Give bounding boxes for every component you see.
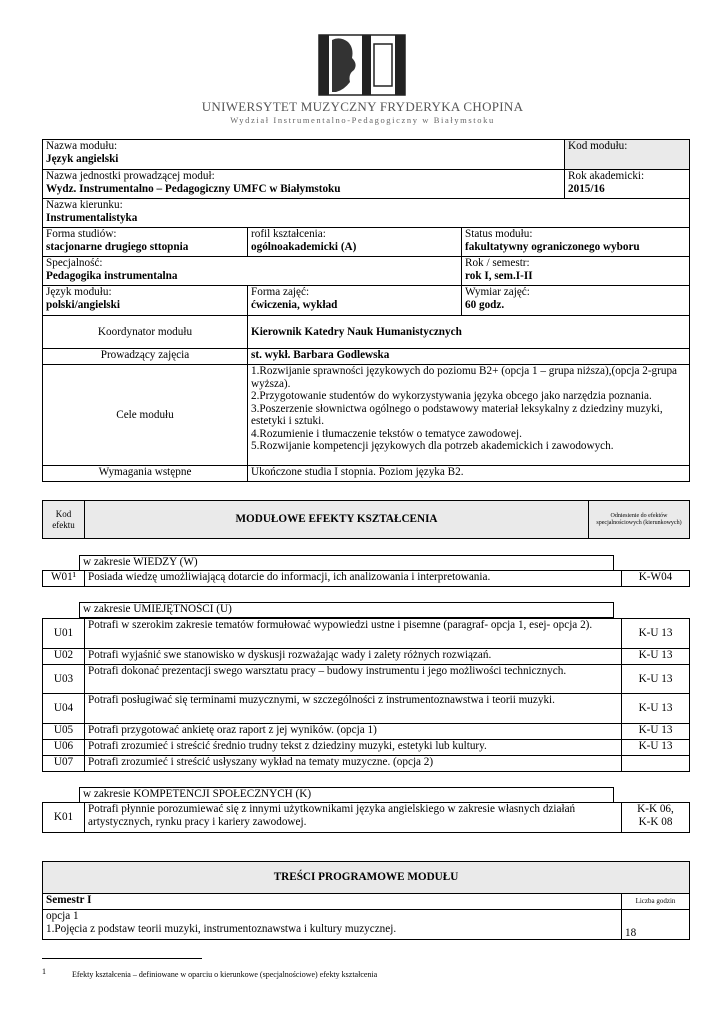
- effect-ref: K-W04: [622, 571, 690, 587]
- coordinator-label: Koordynator modułu: [43, 316, 248, 349]
- teacher: st. wykł. Barbara Godlewska: [248, 349, 690, 365]
- footnote-divider: [42, 958, 202, 959]
- effect-text: Potrafi wyjaśnić swe stanowisko w dyskusji rozważając wady i zalety różnych rozwiązań.: [85, 649, 622, 665]
- effect-ref: K-U 13: [622, 740, 690, 756]
- effect-text: Potrafi w szerokim zakresie tematów formułować wypowiedzi ustne i pisemne (paragraf- opcja 1, esej- opcja 2).: [85, 619, 622, 649]
- effect-text: Potrafi posługiwać się terminami muzycznymi, w szczególności z instrumentoznawstwa i teorii muzyki.: [85, 694, 622, 724]
- status-cell: [462, 228, 690, 257]
- goal-item: 2.Przygotowanie studentów do wykorzystywania języka obcego jako narzędzia poznania.: [251, 390, 652, 402]
- effect-code-header: Kod efektu: [43, 501, 85, 539]
- hours: 60 godz.: [465, 298, 505, 311]
- goal-item: 3.Poszerzenie słownictwa ogólnego o podstawowy materiał leksykalny z dziedziny muzyki, estetyki i sztuki.: [251, 402, 663, 427]
- table-row: [43, 724, 690, 740]
- table-row: [43, 649, 690, 665]
- effect-ref: K-K 06,: [637, 803, 674, 815]
- social-title: w zakresie KOMPETENCJI SPOŁECZNYCH (K): [80, 788, 614, 803]
- effect-ref: K-U 13: [622, 619, 690, 649]
- class-form-cell: [248, 286, 462, 316]
- effect-ref: K-U 13: [622, 694, 690, 724]
- table-row: [43, 619, 690, 649]
- goal-item: 5.Rozwijanie kompetencji językowych dla potrzeb akademickich i zawodowych.: [251, 440, 614, 452]
- effect-text: Potrafi przygotować ankietę oraz raport z jej wyników. (opcja 1): [85, 724, 622, 740]
- content-table: [42, 861, 690, 940]
- skills-table: [42, 618, 690, 772]
- table-row: [43, 694, 690, 724]
- specialty-cell: [43, 257, 462, 286]
- effect-ref-cell: [622, 803, 690, 833]
- effect-ref: K-U 13: [622, 649, 690, 665]
- effect-ref: [622, 756, 690, 772]
- effect-code: U03: [43, 665, 85, 694]
- module-code-cell: [565, 140, 690, 170]
- teacher-label: Prowadzący zajęcia: [43, 349, 248, 365]
- hours-count-label: Liczba godzin: [622, 894, 690, 910]
- status-label: Status modułu:: [465, 228, 533, 240]
- hours-cell: [462, 286, 690, 316]
- year-sem: rok I, sem.I-II: [465, 269, 533, 282]
- effect-ref: K-K 08: [638, 815, 673, 828]
- goals-label: Cele modułu: [43, 365, 248, 466]
- profile-cell: [248, 228, 462, 257]
- table-row: [43, 571, 690, 587]
- goals-cell: [248, 365, 690, 466]
- effect-code: U04: [43, 694, 85, 724]
- effect-text: Potrafi zrozumieć i streścić usłyszany wykład na tematy muzyczne. (opcja 2): [85, 756, 622, 772]
- year: 2015/16: [568, 182, 605, 195]
- status: fakultatywny ograniczonego wyboru: [465, 240, 640, 253]
- unit-cell: [43, 170, 565, 199]
- study-form-cell: [43, 228, 248, 257]
- semester-label: Semestr I: [43, 894, 622, 910]
- profile-label: rofil kształcenia:: [251, 228, 326, 240]
- module-name-cell: [43, 140, 565, 170]
- coordinator: Kierownik Katedry Nauk Humanistycznych: [248, 316, 690, 349]
- skills-title: w zakresie UMIEJĘTNOŚCI (U): [80, 603, 614, 618]
- effects-title: MODUŁOWE EFEKTY KSZTAŁCENIA: [85, 501, 589, 539]
- effects-ref-header: Odniesienie do efektów specjalnościowych (kierunkowych): [589, 501, 690, 539]
- profile: ogólnoakademicki (A): [251, 240, 357, 253]
- lang-cell: [43, 286, 248, 316]
- footnote-text: Efekty kształcenia – definiowane w oparciu o kierunkowe (specjalnościowe) efekty kształcenia: [72, 970, 378, 979]
- effect-code: U06: [43, 740, 85, 756]
- table-row: [43, 803, 690, 833]
- effect-code: U05: [43, 724, 85, 740]
- effect-text: Posiada wiedzę umożliwiającą dotarcie do informacji, ich analizowania i interpretowania.: [85, 571, 622, 587]
- requirements-label: Wymagania wstępne: [43, 466, 248, 482]
- content-item-cell: [43, 910, 622, 940]
- unit-label: Nazwa jednostki prowadzącej moduł:: [46, 170, 215, 182]
- module-name: Język angielski: [46, 152, 119, 165]
- module-code-label: Kod modułu:: [568, 140, 628, 152]
- requirements: Ukończone studia I stopnia. Poziom języka B2.: [248, 466, 690, 482]
- skills-section-title: [79, 602, 614, 618]
- knowledge-title: w zakresie WIEDZY (W): [80, 556, 614, 571]
- unit: Wydz. Instrumentalno – Pedagogiczny UMFC w Białymstoku: [46, 182, 341, 195]
- module-info-table: [42, 139, 690, 482]
- university-logo: [318, 34, 406, 96]
- effect-code: U01: [43, 619, 85, 649]
- university-name: UNIWERSYTET MUZYCZNY FRYDERYKA CHOPINA: [201, 99, 524, 114]
- class-form: ćwiczenia, wykład: [251, 298, 338, 311]
- specialty-label: Specjalność:: [46, 257, 103, 269]
- effects-header-table: [42, 500, 690, 539]
- effect-ref: K-U 13: [622, 665, 690, 694]
- effect-code: W01¹: [43, 571, 85, 587]
- lang-label: Język modułu:: [46, 286, 112, 298]
- content-item: 1.Pojęcia z podstaw teorii muzyki, instrumentoznawstwa i kultury muzycznej.: [46, 922, 397, 935]
- year-sem-label: Rok / semestr:: [465, 257, 530, 269]
- faculty-name: Wydział Instrumentalno-Pedagogiczny w Białymstoku: [230, 115, 495, 125]
- effect-text: Potrafi zrozumieć i streścić średnio trudny tekst z dziedziny muzyki, estetyki lub kultury.: [85, 740, 622, 756]
- study-form-label: Forma studiów:: [46, 228, 117, 240]
- knowledge-section-title: [79, 555, 614, 571]
- year-label: Rok akademicki:: [568, 170, 645, 182]
- social-section-title: [79, 787, 614, 803]
- direction: Instrumentalistyka: [46, 211, 138, 224]
- effect-code: U07: [43, 756, 85, 772]
- effect-code: K01: [43, 803, 85, 833]
- effect-text: Potrafi płynnie porozumiewać się z innymi użytkownikami języka angielskiego w zakresie własnych działań artystycznych, rynku pracy i kariery zawodowej.: [85, 803, 622, 833]
- table-row: [43, 756, 690, 772]
- table-row: [43, 740, 690, 756]
- knowledge-table: [42, 570, 690, 587]
- goal-item: 1.Rozwijanie sprawności językowych do poziomu B2+ (opcja 1 – grupa niższa),(opcja 2-grupa wyższa).: [251, 365, 678, 390]
- year-sem-cell: [462, 257, 690, 286]
- effect-text: Potrafi dokonać prezentacji swego warsztatu pracy – budowy instrumentu i jego możliwości technicznych.: [85, 665, 622, 694]
- effect-code: U02: [43, 649, 85, 665]
- content-title: TREŚCI PROGRAMOWE MODUŁU: [43, 862, 690, 894]
- specialty: Pedagogika instrumentalna: [46, 269, 178, 282]
- lang: polski/angielski: [46, 298, 120, 311]
- year-cell: [565, 170, 690, 199]
- study-form: stacjonarne drugiego sttopnia: [46, 240, 189, 253]
- social-table: [42, 802, 690, 833]
- goal-item: 4.Rozumienie i tłumaczenie tekstów o tematyce zawodowej.: [251, 427, 522, 440]
- table-row: [43, 665, 690, 694]
- hours-label: Wymiar zajęć:: [465, 286, 530, 298]
- direction-label: Nazwa kierunku:: [46, 199, 123, 211]
- content-item-hours: 18: [622, 910, 690, 940]
- footnote-number: 1: [42, 967, 46, 976]
- option-label: opcja 1: [46, 910, 79, 922]
- direction-cell: [43, 199, 690, 228]
- class-form-label: Forma zajęć:: [251, 286, 310, 298]
- module-name-label: Nazwa modułu:: [46, 140, 118, 152]
- effect-ref: K-U 13: [622, 724, 690, 740]
